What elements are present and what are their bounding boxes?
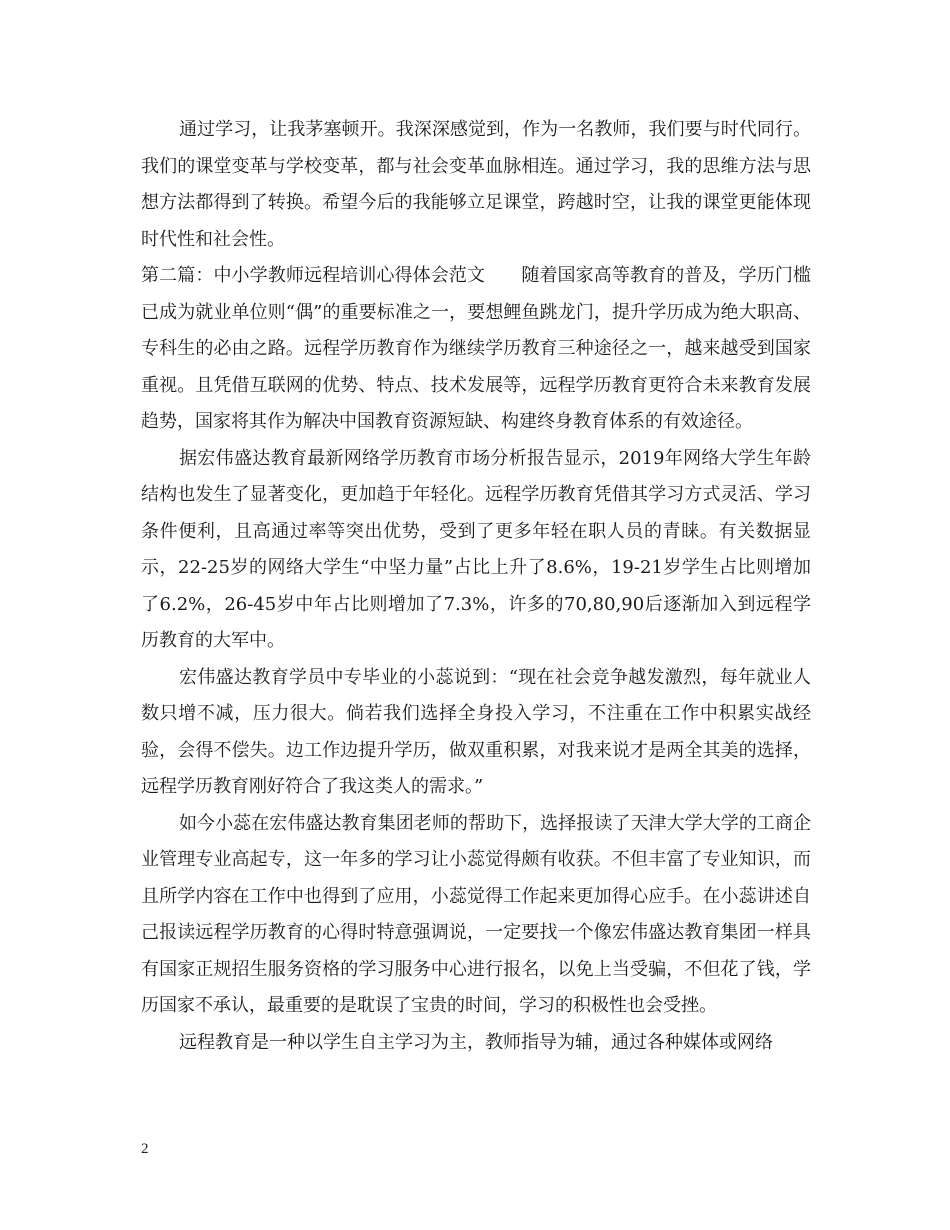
- paragraph-4: 宏伟盛达教育学员中专毕业的小蕊说到：“现在社会竞争越发激烈，每年就业人数只增不减，压力很大。倘若我们选择全身投入学习，不注重在工作中积累实战经验，会得不偿失。边工作边提升学历，做双重积累，对我来说才是两全其美的选择，远程学历教育刚好符合了我这类人的需求。”: [141, 666, 811, 797]
- paragraph-2: 第二篇：中小学教师远程培训心得体会范文 随着国家高等教育的普及，学历门槛已成为就业单位则“偶”的重要标准之一，要想鲤鱼跳龙门，提升学历成为绝大职高、专科生的必由之路。远程学历教育作为继续学历教育三种途径之一，越来越受到国家重视。且凭借互联网的优势、特点、技术发展等，远程学历教育更符合未来教育发展趋势，国家将其作为解决中国教育资源短缺、构建终身教育体系的有效途径。: [141, 265, 811, 432]
- page-number: 2: [141, 1141, 149, 1157]
- paragraph-3: 据宏伟盛达教育最新网络学历教育市场分析报告显示，2019年网络大学生年龄结构也发生了显著变化，更加趋于年轻化。远程学历教育凭借其学习方式灵活、学习条件便利，且高通过率等突出优势，受到了更多年轻在职人员的青睐。有关数据显示，22-25岁的网络大学生“中坚力量”占比上升了8.6%，19-21岁学生占比则增加了6.2%，26-45岁中年占比则增加了7.3%，许多的70,80,90后逐渐加入到远程学历教育的大军中。: [141, 447, 811, 651]
- paragraph-1: 通过学习，让我茅塞顿开。我深深感觉到，作为一名教师，我们要与时代同行。我们的课堂变革与学校变革，都与社会变革血脉相连。通过学习，我的思维方法与思想方法都得到了转换。希望今后的我能够立足课堂，跨越时空，让我的课堂更能体现时代性和社会性。: [141, 119, 811, 250]
- paragraph-6: 远程教育是一种以学生自主学习为主，教师指导为辅，通过各种媒体或网络: [179, 1031, 773, 1053]
- document-body: [141, 112, 811, 1061]
- paragraph-5: 如今小蕊在宏伟盛达教育集团老师的帮助下，选择报读了天津大学大学的工商企业管理专业高起专，这一年多的学习让小蕊觉得颇有收获。不但丰富了专业知识，而且所学内容在工作中也得到了应用，小蕊觉得工作起来更加得心应手。在小蕊讲述自己报读远程学历教育的心得时特意强调说，一定要找一个像宏伟盛达教育集团一样具有国家正规招生服务资格的学习服务中心进行报名，以免上当受骗，不但花了钱，学历国家不承认，最重要的是耽误了宝贵的时间，学习的积极性也会受挫。: [141, 812, 811, 1016]
